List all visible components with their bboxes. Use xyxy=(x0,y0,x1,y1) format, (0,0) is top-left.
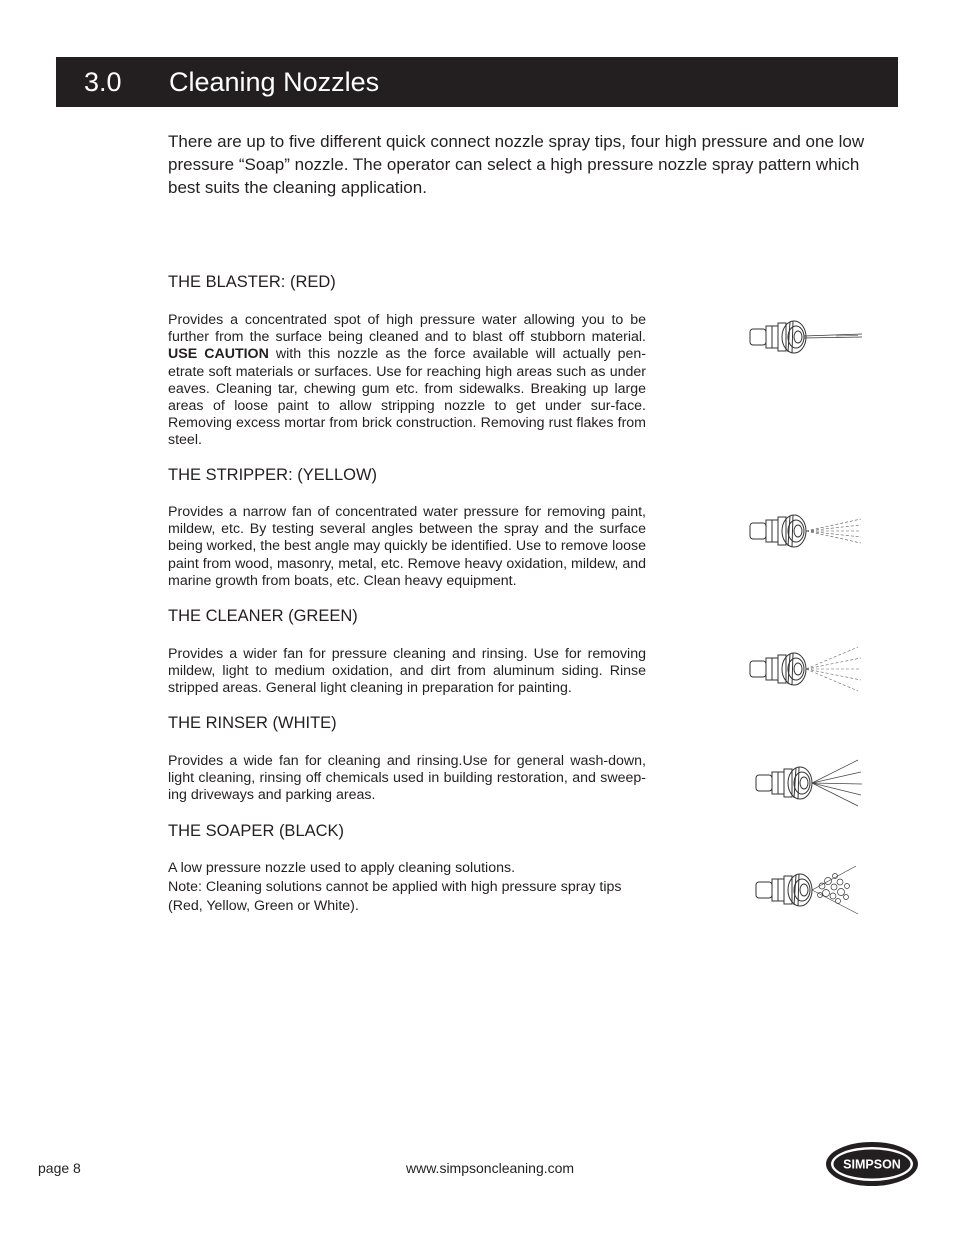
cleaner-description: Provides a wider fan for pressure cleaning and rinsing. Use for removing mildew, light to medium oxidation, and dirt from aluminum siding. Rinse stripped areas. General light cleaning in preparation for painting. xyxy=(168,646,646,697)
rinser-nozzle-icon xyxy=(754,758,864,808)
blaster-heading: THE BLASTER: (RED) xyxy=(168,273,336,291)
blaster-nozzle-icon xyxy=(748,314,864,360)
section-number: 3.0 xyxy=(84,67,122,97)
logo-text: SIMPSON xyxy=(843,1157,901,1172)
blaster-desc-part2: with this nozzle as the force available will actually pen-etrate soft materials or surfaces. Use for reaching high areas such as under eaves. Cleaning tar, chewing gum etc. from sidewalks. Breaking up large areas of loose paint to allow stripping nozzle to get under sur-face. Removing excess mortar from brick construction. Removing rust flakes from steel. xyxy=(168,346,646,449)
soaper-desc-line1: A low pressure nozzle used to apply cleaning solutions. xyxy=(168,860,516,876)
rinser-heading: THE RINSER (WHITE) xyxy=(168,714,337,732)
use-caution-label: USE CAUTION xyxy=(168,346,269,363)
soaper-description xyxy=(168,859,648,916)
soaper-heading: THE SOAPER (BLACK) xyxy=(168,822,345,840)
stripper-nozzle-icon xyxy=(748,508,864,554)
page-number: page 8 xyxy=(38,1160,81,1176)
website-url: www.simpsoncleaning.com xyxy=(406,1160,575,1176)
soaper-desc-note: Note: Cleaning solutions cannot be applied with high pressure spray tips (Red, Yellow, Green or White). xyxy=(168,879,622,914)
stripper-heading: THE STRIPPER: (YELLOW) xyxy=(168,466,378,484)
section-header xyxy=(56,57,898,107)
stripper-description: Provides a narrow fan of concentrated water pressure for removing paint, mildew, etc. By testing several angles between the spray and the surface being worked, the best angle may quickly be identified. Use to remove loose paint from wood, masonry, metal, etc. Remove heavy oxidation, mildew, and marine growth from boats, etc. Clean heavy equipment. xyxy=(168,504,646,589)
intro-paragraph: There are up to five different quick connect nozzle spray tips, four high pressure and one low pressure “Soap” nozzle. The operator can select a high pressure nozzle spray pattern which best suits the cleaning application. xyxy=(168,132,865,197)
blaster-desc-part1: Provides a concentrated spot of high pressure water allowing you to be further from the surface being cleaned and to blast off stubborn material. xyxy=(168,312,646,346)
soaper-nozzle-icon xyxy=(754,864,864,916)
cleaner-nozzle-icon xyxy=(748,644,864,694)
cleaner-heading: THE CLEANER (GREEN) xyxy=(168,607,358,625)
rinser-description: Provides a wide fan for cleaning and rinsing.Use for general wash-down, light cleaning, rinsing off chemicals used in building restoration, and sweep-ing driveways and parking areas. xyxy=(168,753,646,804)
section-title: Cleaning Nozzles xyxy=(169,67,380,97)
blaster-description xyxy=(168,312,646,450)
simpson-logo xyxy=(824,1140,920,1188)
